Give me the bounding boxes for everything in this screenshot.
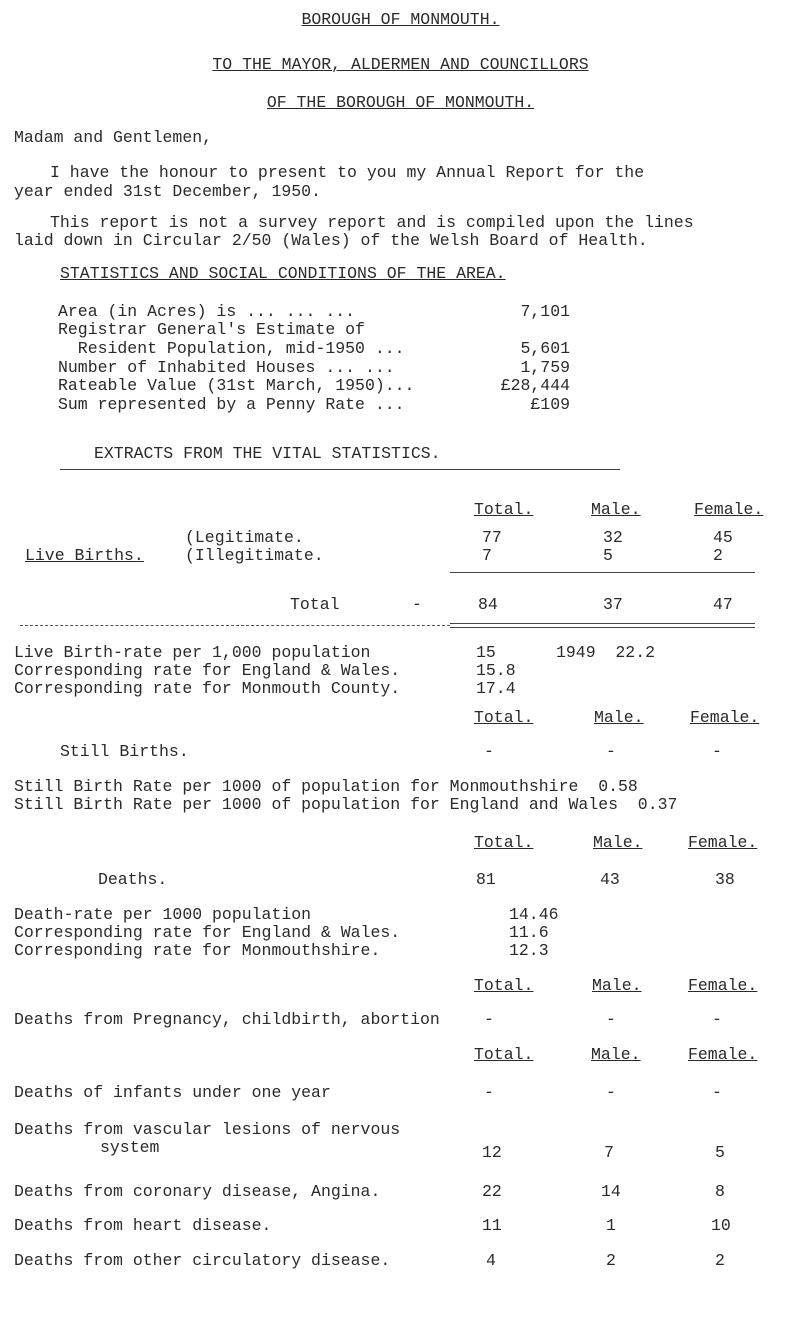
- legit-male: 32: [603, 528, 623, 547]
- births-total-female: 47: [713, 595, 733, 614]
- addressee-line: TO THE MAYOR, ALDERMEN AND COUNCILLORS: [212, 55, 589, 74]
- cause-male: 2: [606, 1251, 616, 1270]
- deaths-male: 43: [600, 870, 620, 889]
- col-total-header: Total.: [474, 500, 534, 519]
- cause-total: 22: [482, 1182, 502, 1201]
- maternal-total: -: [484, 1010, 494, 1029]
- cause-label: Deaths from other circulatory disease.: [14, 1251, 391, 1270]
- rate-label: Corresponding rate for Monmouth County.: [14, 679, 401, 698]
- col-total-header: Total.: [474, 833, 534, 852]
- vital-heading: EXTRACTS FROM THE VITAL STATISTICS.: [94, 444, 441, 463]
- rate-label: Corresponding rate for England & Wales.: [14, 661, 401, 680]
- salutation: Madam and Gentlemen,: [14, 128, 213, 147]
- deaths-total: 81: [476, 870, 496, 889]
- deaths-label: Deaths.: [98, 870, 168, 889]
- cause-female: 10: [711, 1216, 731, 1235]
- cause-total: 4: [486, 1251, 496, 1270]
- rate-value: 15.8: [476, 661, 516, 680]
- stat-value: 5,601: [520, 339, 570, 358]
- death-rate-value: 14.46: [509, 905, 559, 924]
- addressee-line-2: OF THE BOROUGH OF MONMOUTH.: [266, 93, 535, 112]
- rate-label: Live Birth-rate per 1,000 population: [14, 643, 371, 662]
- cause-male: -: [606, 1083, 616, 1102]
- legit-total: 77: [482, 528, 502, 547]
- col-male-header: Male.: [594, 708, 644, 727]
- rate-value: 17.4: [476, 679, 516, 698]
- cause-label: Deaths from coronary disease, Angina.: [14, 1182, 381, 1201]
- cause-label: Deaths of infants under one year: [14, 1083, 331, 1102]
- col-male-header: Male.: [591, 1045, 641, 1064]
- still-rate-monmouthshire: Still Birth Rate per 1000 of population for Monmouthshire 0.58: [14, 777, 638, 796]
- maternal-female: -: [712, 1010, 722, 1029]
- death-rate-value: 12.3: [509, 941, 549, 960]
- cause-total: -: [484, 1083, 494, 1102]
- births-total: 84: [478, 595, 498, 614]
- cause-female: 5: [715, 1143, 725, 1162]
- illegit-female: 2: [713, 546, 723, 565]
- cause-female: -: [712, 1083, 722, 1102]
- illegitimate-label: (Illegitimate.: [185, 546, 324, 565]
- live-births-total-label: Total: [290, 595, 340, 614]
- legitimate-label: (Legitimate.: [185, 528, 304, 547]
- col-total-header: Total.: [474, 1045, 534, 1064]
- col-male-header: Male.: [593, 833, 643, 852]
- stat-label: Rateable Value (31st March, 1950)...: [58, 376, 415, 395]
- stat-label: Resident Population, mid-1950 ...: [58, 339, 405, 358]
- maternal-male: -: [606, 1010, 616, 1029]
- cause-male: 1: [606, 1216, 616, 1235]
- illegit-total: 7: [482, 546, 492, 565]
- col-male-header: Male.: [591, 500, 641, 519]
- cause-male: 14: [601, 1182, 621, 1201]
- still-male: -: [606, 742, 616, 761]
- circular-paragraph-line1: This report is not a survey report and is compiled upon the lines: [50, 213, 694, 232]
- stat-label: Area (in Acres) is ... ... ...: [58, 302, 356, 321]
- stat-value: £28,444: [500, 376, 570, 395]
- rate-1949-comparison: 1949 22.2: [556, 643, 656, 662]
- cause-total: 12: [482, 1143, 502, 1162]
- section-dash-rule: [20, 625, 450, 626]
- col-female-header: Female.: [694, 500, 764, 519]
- statistics-heading: STATISTICS AND SOCIAL CONDITIONS OF THE AREA.: [60, 264, 506, 283]
- col-female-header: Female.: [688, 833, 758, 852]
- death-rate-label: Corresponding rate for Monmouthshire.: [14, 941, 381, 960]
- col-total-header: Total.: [474, 976, 534, 995]
- col-female-header: Female.: [690, 708, 760, 727]
- cause-female: 2: [715, 1251, 725, 1270]
- col-total-header: Total.: [474, 708, 534, 727]
- col-female-header: Female.: [688, 1045, 758, 1064]
- legit-female: 45: [713, 528, 733, 547]
- stat-value: 1,759: [520, 358, 570, 377]
- illegit-male: 5: [603, 546, 613, 565]
- death-rate-label: Death-rate per 1000 population: [14, 905, 312, 924]
- total-double-rule: [450, 623, 755, 628]
- stat-label: Registrar General's Estimate of: [58, 320, 365, 339]
- live-births-label: Live Births.: [25, 546, 144, 565]
- cause-label: Deaths from vascular lesions of nervous: [14, 1120, 401, 1139]
- deaths-female: 38: [715, 870, 735, 889]
- births-total-male: 37: [603, 595, 623, 614]
- still-rate-england-wales: Still Birth Rate per 1000 of population for England and Wales 0.37: [14, 795, 678, 814]
- death-rate-value: 11.6: [509, 923, 549, 942]
- intro-paragraph-line1: I have the honour to present to you my Annual Report for the: [50, 163, 645, 182]
- death-rate-label: Corresponding rate for England & Wales.: [14, 923, 401, 942]
- intro-paragraph-line2: year ended 31st December, 1950.: [14, 182, 321, 201]
- heading-rule: [60, 469, 620, 470]
- stat-value: £109: [530, 395, 570, 414]
- cause-female: 8: [715, 1182, 725, 1201]
- cause-label-continued: system: [100, 1138, 160, 1157]
- still-female: -: [712, 742, 722, 761]
- col-female-header: Female.: [688, 976, 758, 995]
- rate-value: 15: [476, 643, 496, 662]
- total-dash: -: [412, 595, 422, 614]
- borough-title: BOROUGH OF MONMOUTH.: [301, 10, 500, 29]
- cause-male: 7: [604, 1143, 614, 1162]
- subtotal-rule: [450, 572, 755, 573]
- cause-label: Deaths from heart disease.: [14, 1216, 272, 1235]
- cause-total: 11: [482, 1216, 502, 1235]
- still-births-label: Still Births.: [60, 742, 189, 761]
- stat-value: 7,101: [520, 302, 570, 321]
- maternal-deaths-label: Deaths from Pregnancy, childbirth, abortion: [14, 1010, 440, 1029]
- stat-label: Number of Inhabited Houses ... ...: [58, 358, 395, 377]
- stat-label: Sum represented by a Penny Rate ...: [58, 395, 405, 414]
- circular-paragraph-line2: laid down in Circular 2/50 (Wales) of the Welsh Board of Health.: [14, 231, 648, 250]
- still-total: -: [484, 742, 494, 761]
- col-male-header: Male.: [592, 976, 642, 995]
